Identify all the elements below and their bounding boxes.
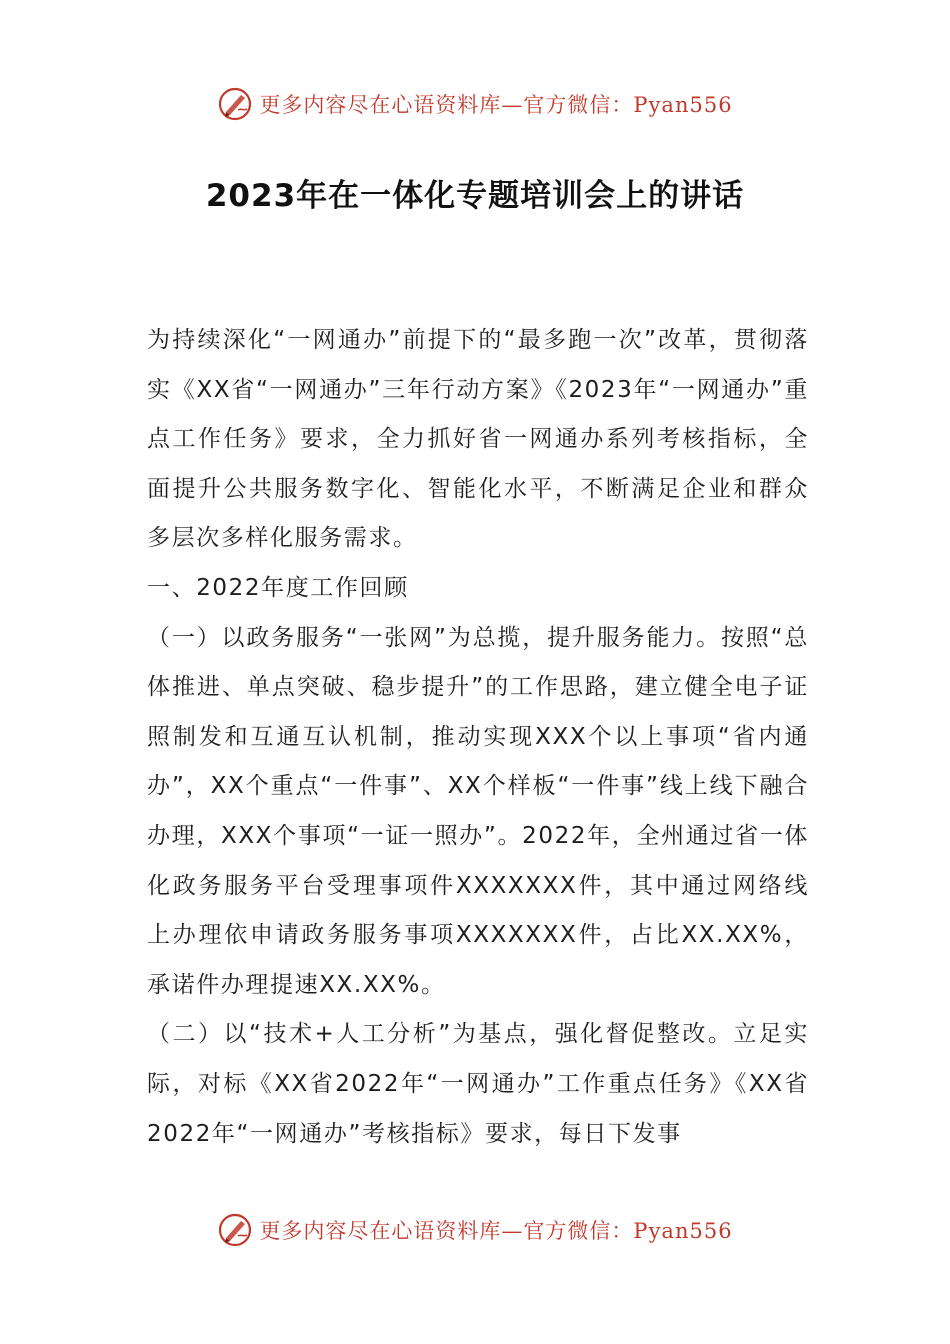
header-watermark-text: 更多内容尽在心语资料库—官方微信：Pyan556 (259, 93, 733, 117)
footer-watermark-text: 更多内容尽在心语资料库—官方微信：Pyan556 (259, 1219, 733, 1243)
document-body (147, 316, 809, 1159)
pen-logo-icon (217, 1212, 253, 1248)
paragraph-section-1: （一）以政务服务“一张网”为总揽，提升服务能力。按照“总体推进、单点突破、稳步提升”的工作思路，建立健全电子证照制发和互通互认机制，推动实现XXX个以上事项“省内通办”，XX个重点“一件事”、XX个样板“一件事”线上线下融合办理，XXX个事项“一证一照办”。2022年，全州通过省一体化政务服务平台受理事项件XXXXXXX件，其中通过网络线上办理依申请政务服务事项XXXXXXX件，占比XX.XX%，承诺件办理提速XX.XX%。 (147, 624, 809, 998)
footer-watermark-banner (0, 1210, 950, 1250)
document-title: 2023年在一体化专题培训会上的讲话 (205, 178, 745, 214)
paragraph-section-2: （二）以“技术+人工分析”为基点，强化督促整改。立足实际，对标《XX省2022年“一网通办”工作重点任务》《XX省2022年“一网通办”考核指标》要求，每日下发事 (147, 1021, 809, 1147)
paragraph-intro: 为持续深化“一网通办”前提下的“最多跑一次”改革，贯彻落实《XX省“一网通办”三年行动方案》《2023年“一网通办”重点工作任务》要求，全力抓好省一网通办系列考核指标，全面提升公共服务数字化、智能化水平，不断满足企业和群众多层次多样化服务需求。 (147, 327, 809, 552)
header-watermark-banner (0, 84, 950, 124)
pen-logo-icon (217, 86, 253, 122)
section-heading: 一、2022年度工作回顾 (147, 574, 409, 601)
